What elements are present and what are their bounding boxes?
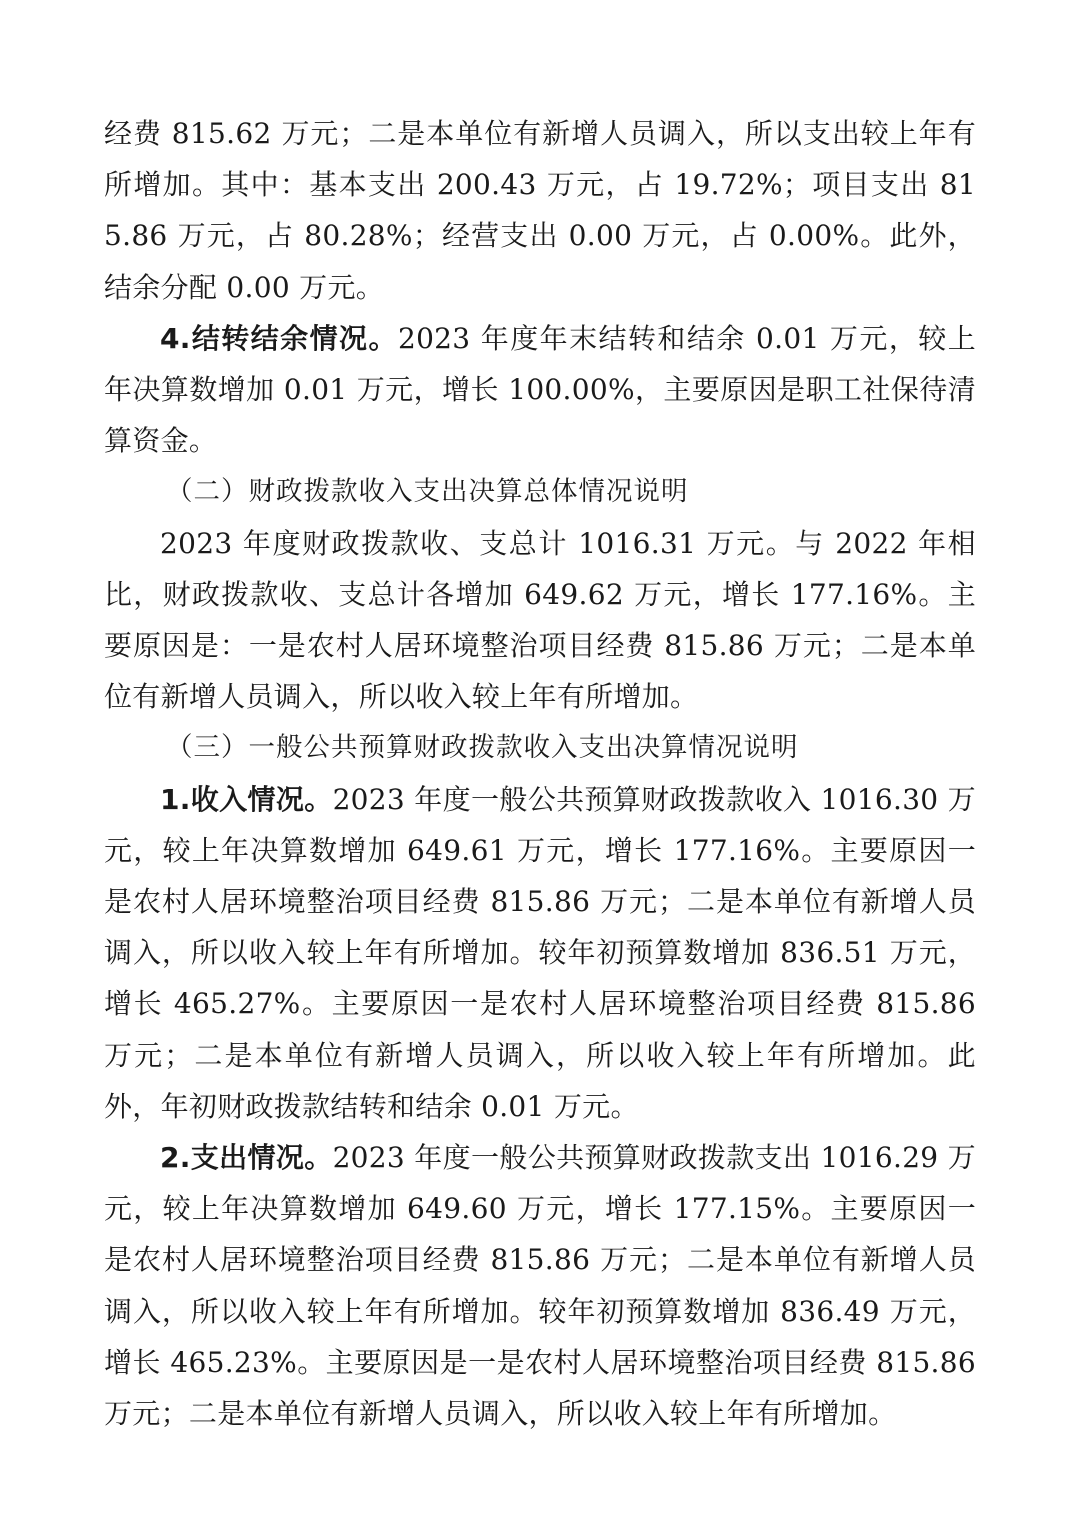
paragraph-fiscal-overview: 2023 年度财政拨款收、支总计 1016.31 万元。与 2022 年相比，财政拨款收、支总计各增加 649.62 万元，增长 177.16%。主要原因是：一是农村人居环境整治项目经费 815.86 万元；二是本单位有新增人员调入，所以收入较上年有所增加。 <box>104 526 976 714</box>
document-page <box>104 108 976 1439</box>
paragraph-carryover-balance <box>104 313 976 467</box>
section-heading-fiscal-overview: （二）财政拨款收入支出决算总体情况说明 <box>166 476 689 508</box>
carryover-text: 2023 年度年末结转和结余 0.01 万元，较上年决算数增加 0.01 万元，增长 100.00%，主要原因是职工社保待清算资金。 <box>104 321 976 458</box>
income-heading: 1.收入情况。 <box>160 782 333 816</box>
carryover-heading: 4.结转结余情况。 <box>160 321 398 355</box>
expenditure-heading: 2.支出情况。 <box>160 1141 333 1175</box>
income-text: 2023 年度一般公共预算财政拨款收入 1016.30 万元，较上年决算数增加 649.61 万元，增长 177.16%。主要原因一是农村人居环境整治项目经费 815.86 万元；二是本单位有新增人员调入，所以收入较上年有所增加。较年初预算数增加 836.51 万元，增长 465.27%。主要原因一是农村人居环境整治项目经费 815.86 万元；二是本单位有新增人员调入，所以收入较上年有所增加。此外，年初财政拨款结转和结余 0.01 万元。 <box>104 782 976 1123</box>
paragraph-expenditure <box>104 1132 976 1439</box>
paragraph-expenditure-continued: 经费 815.62 万元；二是本单位有新增人员调入，所以支出较上年有所增加。其中：基本支出 200.43 万元，占 19.72%；项目支出 815.86 万元，占 80.28%；经营支出 0.00 万元，占 0.00%。此外，结余分配 0.00 万元。 <box>104 117 976 304</box>
paragraph-income <box>104 774 976 1132</box>
expenditure-text: 2023 年度一般公共预算财政拨款支出 1016.29 万元，较上年决算数增加 649.60 万元，增长 177.15%。主要原因一是农村人居环境整治项目经费 815.86 万元；二是本单位有新增人员调入，所以收入较上年有所增加。较年初预算数增加 836.49 万元，增长 465.23%。主要原因是一是农村人居环境整治项目经费 815.86 万元；二是本单位有新增人员调入，所以收入较上年有所增加。 <box>104 1141 976 1431</box>
section-heading-general-budget: （三）一般公共预算财政拨款收入支出决算情况说明 <box>166 732 799 764</box>
